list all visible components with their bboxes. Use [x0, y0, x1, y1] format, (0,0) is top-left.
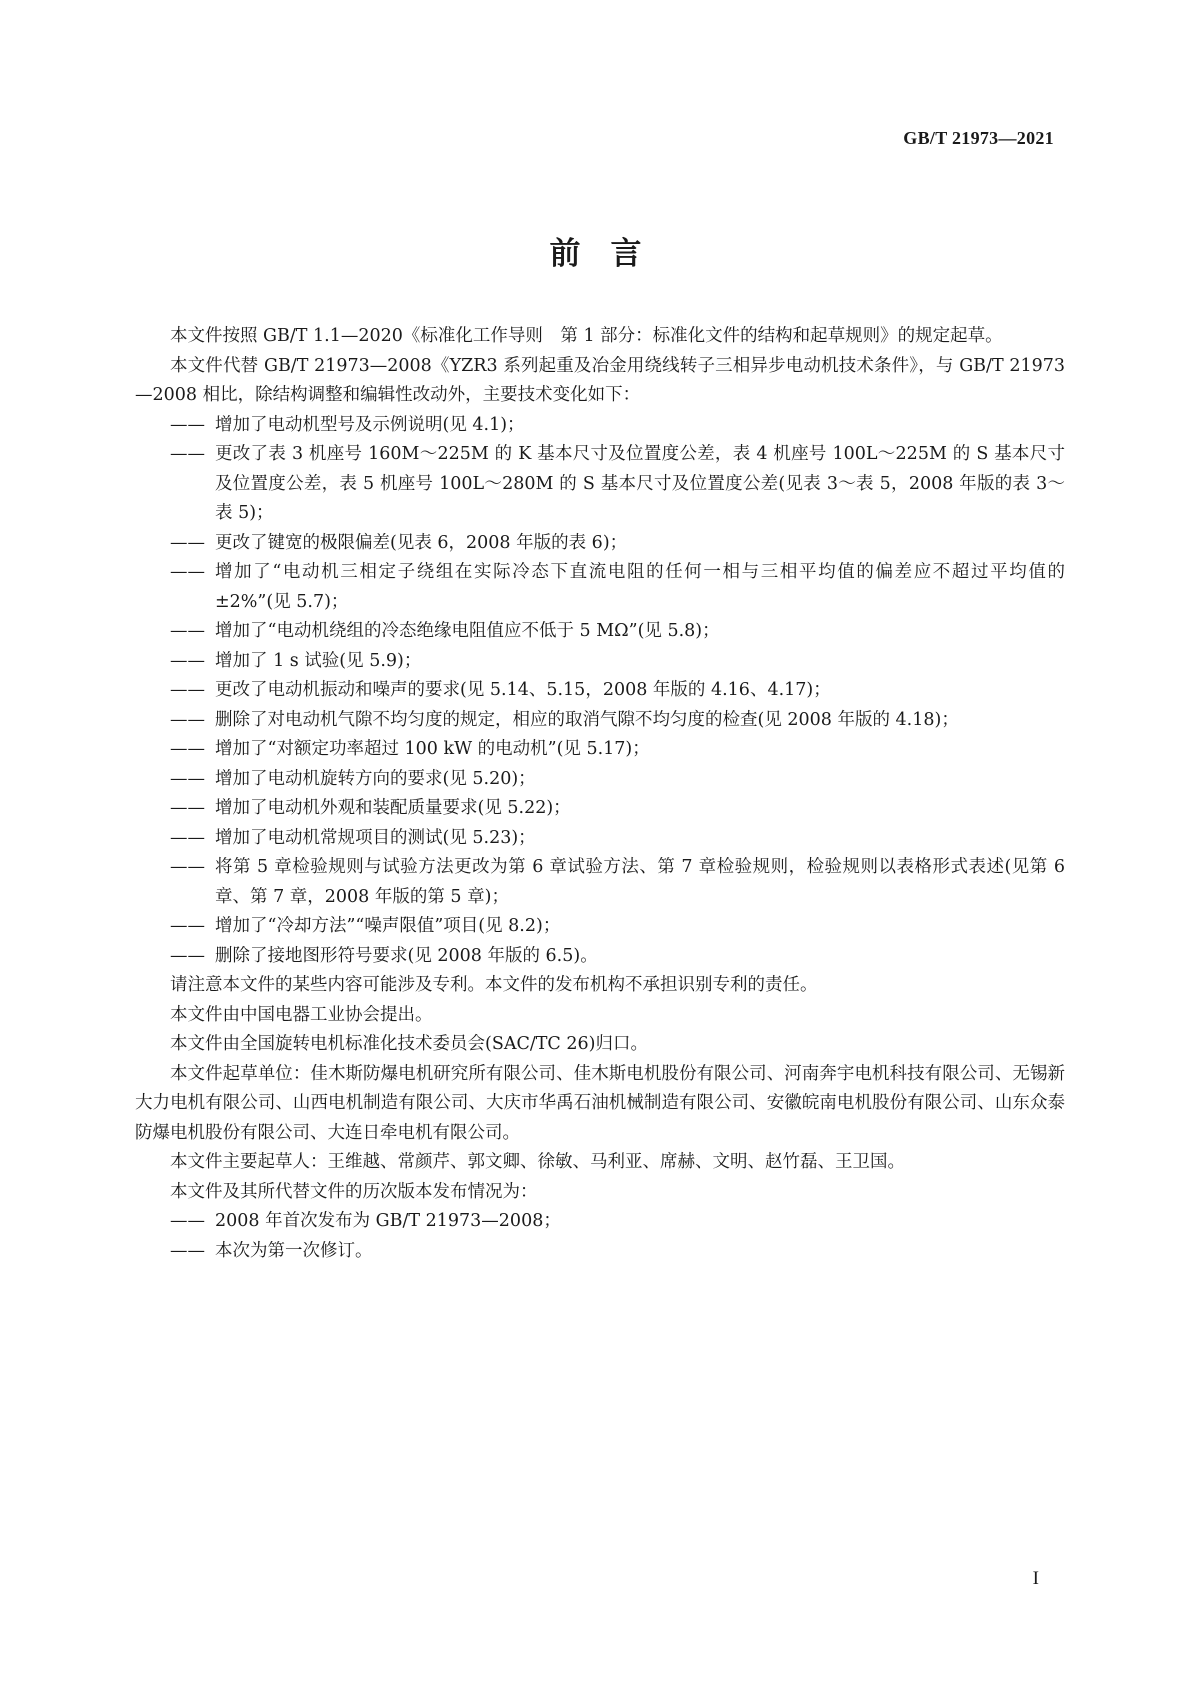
change-item-text: 增加了电动机常规项目的测试(见 5.23)； — [215, 827, 536, 848]
history-item-text: 2008 年首次发布为 GB/T 21973—2008； — [215, 1211, 561, 1231]
paragraph: 本文件主要起草人：王维越、常颜芹、郭文卿、徐敏、马利亚、席赫、文明、赵竹磊、王卫国。 — [170, 1152, 905, 1172]
change-item — [135, 617, 1065, 647]
paragraph: 本文件由中国电器工业协会提出。 — [170, 1004, 433, 1025]
dash-marker: —— — [170, 1211, 205, 1231]
change-item-text: 增加了 1 s 试验(见 5.9)； — [215, 650, 422, 671]
history-item — [135, 1207, 1065, 1237]
change-item — [135, 440, 1065, 529]
change-item — [135, 706, 1065, 736]
change-item — [135, 824, 1065, 854]
dash-marker: —— — [170, 768, 205, 789]
change-item-text: 增加了“冷却方法”“噪声限值”项目(见 8.2)； — [215, 916, 561, 936]
dash-marker: —— — [170, 562, 205, 582]
dash-marker: —— — [170, 945, 205, 966]
change-item — [135, 411, 1065, 441]
change-item — [135, 853, 1065, 912]
dash-marker: —— — [170, 916, 205, 936]
change-item — [135, 794, 1065, 824]
change-item-text: 删除了对电动机气隙不均匀度的规定，相应的取消气隙不均匀度的检查(见 2008 年版的 4.18)； — [215, 709, 959, 730]
dash-marker: —— — [170, 739, 205, 759]
change-item-text: 更改了表 3 机座号 160M～225M 的 K 基本尺寸及位置度公差，表 4 机座号 100L～225M 的 S 基本尺寸及位置度公差，表 5 机座号 100L～280M 的 S 基本尺寸及位置度公差(见表 3～表 5，2008 年版的表 3～表 5)； — [215, 444, 1065, 523]
change-item-text: 增加了电动机旋转方向的要求(见 5.20)； — [215, 768, 536, 789]
paragraph: 请注意本文件的某些内容可能涉及专利。本文件的发布机构不承担识别专利的责任。 — [170, 975, 818, 995]
history-item — [135, 1237, 1065, 1267]
change-item-text: 更改了电动机振动和噪声的要求(见 5.14、5.15，2008 年版的 4.16、4.17)； — [215, 680, 831, 700]
dash-marker: —— — [170, 1240, 205, 1261]
change-item — [135, 765, 1065, 795]
change-item — [135, 558, 1065, 617]
dash-marker: —— — [170, 709, 205, 730]
dash-marker: —— — [170, 680, 205, 700]
change-item — [135, 942, 1065, 972]
paragraph: 本文件及其所代替文件的历次版本发布情况为： — [170, 1181, 538, 1202]
change-item-text: 增加了电动机型号及示例说明(见 4.1)； — [215, 414, 525, 435]
change-item — [135, 647, 1065, 677]
change-item-text: 增加了“电动机三相定子绕组在实际冷态下直流电阻的任何一相与三相平均值的偏差应不超过平均值的±2%”(见 5.7)； — [215, 562, 1065, 612]
change-item-text: 增加了“对额定功率超过 100 kW 的电动机”(见 5.17)； — [215, 739, 650, 759]
dash-marker: —— — [170, 827, 205, 848]
paragraph: 本文件按照 GB/T 1.1—2020《标准化工作导则 第 1 部分：标准化文件的结构和起草规则》的规定起草。 — [170, 326, 1003, 346]
change-item-text: 增加了电动机外观和装配质量要求(见 5.22)； — [215, 798, 571, 818]
paragraph: 本文件由全国旋转电机标准化技术委员会(SAC/TC 26)归口。 — [170, 1034, 648, 1054]
foreword-body — [135, 322, 1065, 1266]
dash-marker: —— — [170, 650, 205, 671]
change-item — [135, 676, 1065, 706]
paragraph: 本文件起草单位：佳木斯防爆电机研究所有限公司、佳木斯电机股份有限公司、河南奔宇电机科技有限公司、无锡新大力电机有限公司、山西电机制造有限公司、大庆市华禹石油机械制造有限公司、安徽皖南电机股份有限公司、山东众泰防爆电机股份有限公司、大连日牵电机有限公司。 — [135, 1063, 1065, 1143]
dash-marker: —— — [170, 798, 205, 818]
change-item-text: 将第 5 章检验规则与试验方法更改为第 6 章试验方法、第 7 章检验规则，检验规则以表格形式表述(见第 6 章、第 7 章，2008 年版的第 5 章)； — [215, 857, 1065, 907]
paragraph: 本文件代替 GB/T 21973—2008《YZR3 系列起重及冶金用绕线转子三相异步电动机技术条件》，与 GB/T 21973—2008 相比，除结构调整和编辑性改动外，主要技术变化如下： — [135, 355, 1065, 405]
change-item-text: 删除了接地图形符号要求(见 2008 年版的 6.5)。 — [215, 945, 598, 966]
dash-marker: —— — [170, 532, 205, 553]
change-item — [135, 912, 1065, 942]
page-number: I — [1032, 1568, 1039, 1589]
change-item — [135, 735, 1065, 765]
change-item — [135, 529, 1065, 559]
page-title: 前言 — [549, 236, 672, 272]
dash-marker: —— — [170, 414, 205, 435]
history-item-text: 本次为第一次修订。 — [215, 1240, 373, 1261]
dash-marker: —— — [170, 621, 205, 641]
standard-number: GB/T 21973—2021 — [903, 128, 1054, 148]
dash-marker: —— — [170, 857, 205, 877]
change-item-text: 更改了键宽的极限偏差(见表 6，2008 年版的表 6)； — [215, 532, 628, 553]
dash-marker: —— — [170, 444, 205, 464]
change-item-text: 增加了“电动机绕组的冷态绝缘电阻值应不低于 5 MΩ”(见 5.8)； — [215, 621, 720, 641]
